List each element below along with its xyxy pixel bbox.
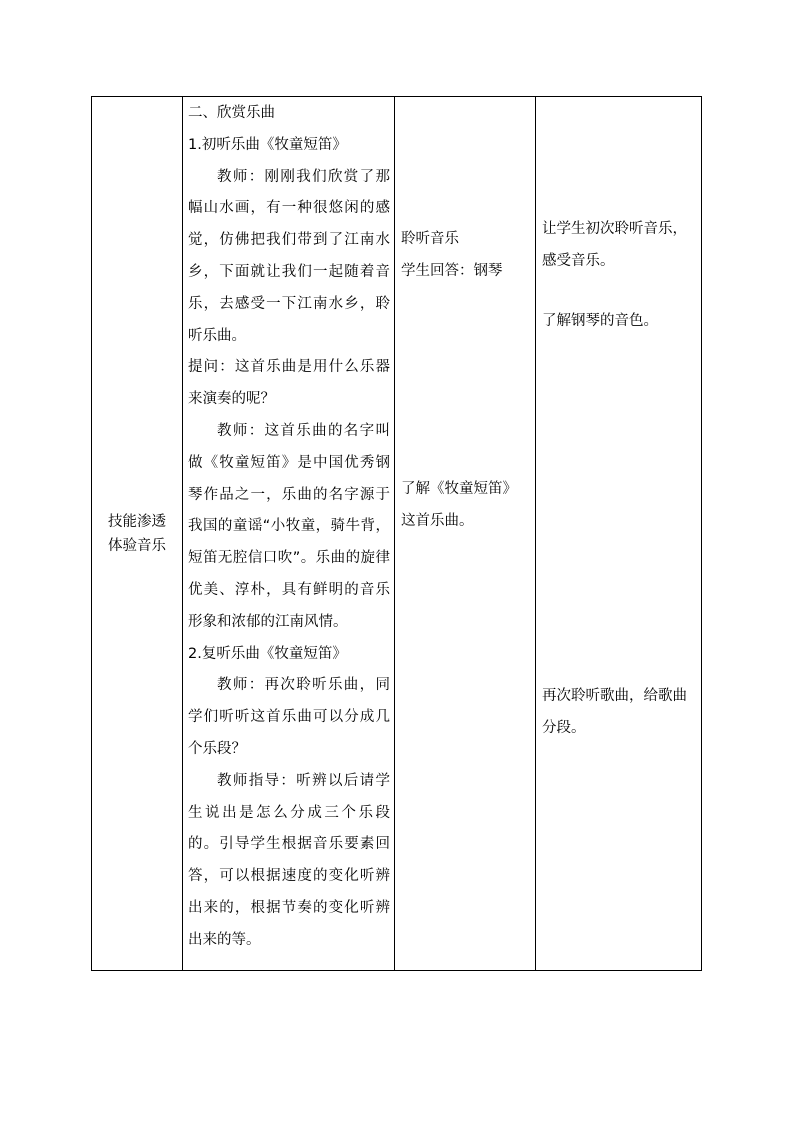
student-activity-1-line-1: 聆听音乐	[401, 231, 459, 247]
step2-teacher-text: 教师：再次聆听乐曲，同学们听听这首乐曲可以分成几个乐段？	[188, 677, 390, 757]
step1-teacher-intro: 教师：这首乐曲的名字叫做《牧童短笛》是中国优秀钢琴作品之一，乐曲的名字源于我国的童谣“小牧童，骑牛背，短笛无腔信口吹”。乐曲的旋律优美、淳朴，具有鲜明的音乐形象和浓郁的江南风情。	[188, 422, 390, 630]
student-activity-1	[401, 224, 531, 288]
design-intent-3	[542, 681, 697, 745]
student-activity-cell	[395, 97, 536, 971]
stage-label-line-2: 体验音乐	[108, 537, 166, 554]
step1-teacher-text: 教师：刚刚我们欣赏了那幅山水画，有一种很悠闲的感觉，仿佛把我们带到了江南水乡，下面就让我们一起随着音乐，去感受一下江南水乡，聆听乐曲。	[188, 168, 390, 344]
student-activity-2	[401, 474, 531, 538]
section-title: 二、欣赏乐曲	[188, 105, 275, 121]
student-activity-1-line-2: 学生回答：钢琴	[401, 262, 503, 279]
design-intent-1-line-1: 让学生初次聆听音乐，	[542, 221, 687, 237]
step1-question: 提问：这首乐曲是用什么乐器来演奏的呢？	[188, 359, 390, 408]
stage-label-line-1: 技能渗透	[108, 513, 166, 530]
design-intent-3-line-1: 再次聆听歌曲，给歌曲	[542, 688, 687, 704]
design-intent-2	[542, 306, 697, 338]
student-activity-2-line-2: 这首乐曲。	[401, 512, 474, 529]
design-intent-2-line-1: 了解钢琴的音色。	[542, 313, 658, 329]
step2-guide-text: 教师指导：听辨以后请学生说出是怎么分成三个乐段的。引导学生根据音乐要素回答，可以根据速度的变化听辨出来的，根据节奏的变化听辨出来的等。	[188, 772, 390, 948]
stage-cell	[92, 97, 183, 971]
design-intent-1-line-2: 感受音乐。	[542, 252, 615, 269]
step2-title: 2.复听乐曲《牧童短笛》	[188, 645, 347, 662]
lesson-plan-table	[91, 96, 702, 971]
step1-title: 1.初听乐曲《牧童短笛》	[188, 136, 347, 153]
student-activity-2-line-1: 了解《牧童短笛》	[401, 481, 517, 497]
teaching-content-cell	[183, 97, 395, 971]
design-intent-1	[542, 214, 697, 278]
design-intent-3-line-2: 分段。	[542, 719, 586, 736]
design-intent-cell	[536, 97, 702, 971]
table-row	[92, 97, 702, 971]
